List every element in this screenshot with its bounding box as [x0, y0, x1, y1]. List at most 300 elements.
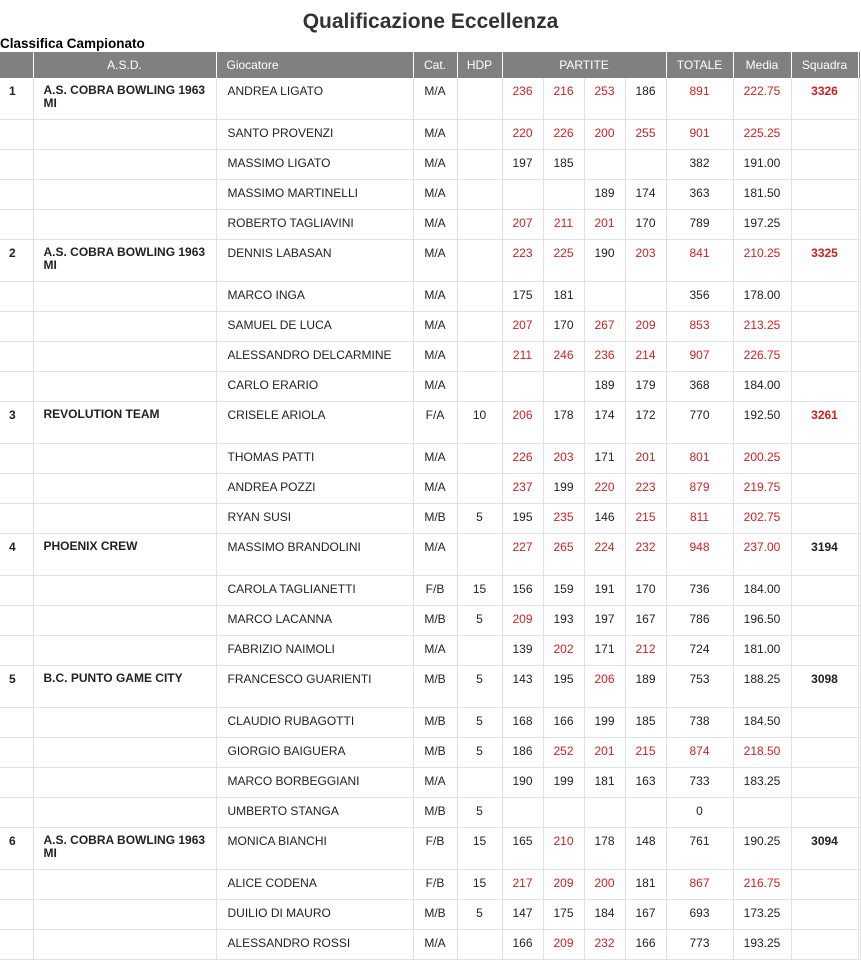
player-name-cell: MONICA BIANCHI	[216, 828, 413, 870]
table-row	[0, 900, 860, 930]
team-name-cell	[33, 474, 216, 504]
game-score-cell: 206	[584, 666, 625, 708]
player-name-cell: GIORGIO BAIGUERA	[216, 738, 413, 768]
game-score-cell: 203	[543, 444, 584, 474]
team-name-cell: PHOENIX CREW	[33, 534, 216, 576]
rank-cell	[0, 606, 33, 636]
table-row	[0, 240, 860, 282]
team-total-cell	[791, 900, 858, 930]
game-score-cell: 207	[502, 312, 543, 342]
team-name-cell	[33, 768, 216, 798]
player-name-cell: DENNIS LABASAN	[216, 240, 413, 282]
table-row	[0, 444, 860, 474]
total-cell: 761	[666, 828, 733, 870]
game-score-cell: 206	[502, 402, 543, 444]
average-cell: 181.50	[733, 180, 791, 210]
player-name-cell: MARCO LACANNA	[216, 606, 413, 636]
table-row	[0, 768, 860, 798]
category-cell: M/A	[413, 120, 457, 150]
standings-table	[0, 52, 861, 960]
table-row	[0, 120, 860, 150]
row-spacer-cell	[858, 828, 860, 870]
game-score-cell: 237	[502, 474, 543, 504]
average-cell: 225.25	[733, 120, 791, 150]
game-score-cell: 148	[625, 828, 666, 870]
table-row	[0, 738, 860, 768]
team-name-cell	[33, 636, 216, 666]
table-row	[0, 504, 860, 534]
category-cell: M/A	[413, 342, 457, 372]
game-score-cell: 159	[543, 576, 584, 606]
team-name-cell	[33, 312, 216, 342]
table-row	[0, 150, 860, 180]
game-score-cell	[625, 798, 666, 828]
team-name-cell	[33, 180, 216, 210]
category-cell: F/B	[413, 828, 457, 870]
player-name-cell: ALICE CODENA	[216, 870, 413, 900]
game-score-cell: 210	[543, 828, 584, 870]
category-cell: F/B	[413, 870, 457, 900]
rank-cell	[0, 210, 33, 240]
category-cell: M/A	[413, 210, 457, 240]
game-score-cell: 179	[625, 372, 666, 402]
row-spacer-cell	[858, 120, 860, 150]
rank-cell	[0, 870, 33, 900]
player-name-cell: SAMUEL DE LUCA	[216, 312, 413, 342]
hdp-cell: 5	[457, 798, 502, 828]
rank-cell	[0, 738, 33, 768]
total-cell: 693	[666, 900, 733, 930]
category-cell: M/A	[413, 474, 457, 504]
row-spacer-cell	[858, 372, 860, 402]
game-score-cell: 209	[625, 312, 666, 342]
rank-cell	[0, 312, 33, 342]
game-score-cell: 203	[625, 240, 666, 282]
player-name-cell: THOMAS PATTI	[216, 444, 413, 474]
row-spacer-cell	[858, 930, 860, 960]
total-cell: 891	[666, 78, 733, 120]
rank-cell	[0, 930, 33, 960]
table-row	[0, 210, 860, 240]
total-cell: 801	[666, 444, 733, 474]
game-score-cell: 197	[584, 606, 625, 636]
team-total-cell: 3325	[791, 240, 858, 282]
total-cell: 773	[666, 930, 733, 960]
hdp-cell	[457, 768, 502, 798]
game-score-cell: 214	[625, 342, 666, 372]
game-score-cell: 185	[625, 708, 666, 738]
game-score-cell: 174	[625, 180, 666, 210]
game-score-cell: 166	[543, 708, 584, 738]
game-score-cell: 166	[502, 930, 543, 960]
game-score-cell: 223	[625, 474, 666, 504]
hdp-cell: 5	[457, 666, 502, 708]
game-score-cell: 199	[584, 708, 625, 738]
table-row	[0, 798, 860, 828]
average-cell: 219.75	[733, 474, 791, 504]
hdp-cell	[457, 534, 502, 576]
game-score-cell: 211	[502, 342, 543, 372]
total-cell: 738	[666, 708, 733, 738]
game-score-cell: 174	[584, 402, 625, 444]
category-cell: M/B	[413, 666, 457, 708]
row-spacer-cell	[858, 210, 860, 240]
rank-cell: 6	[0, 828, 33, 870]
average-cell: 191.00	[733, 150, 791, 180]
game-score-cell: 175	[543, 900, 584, 930]
game-score-cell: 217	[502, 870, 543, 900]
team-total-cell: 3326	[791, 78, 858, 120]
player-name-cell: MASSIMO MARTINELLI	[216, 180, 413, 210]
total-cell: 901	[666, 120, 733, 150]
table-row	[0, 312, 860, 342]
rank-cell	[0, 342, 33, 372]
game-score-cell: 170	[625, 210, 666, 240]
game-score-cell: 201	[584, 210, 625, 240]
average-cell: 226.75	[733, 342, 791, 372]
rank-cell: 2	[0, 240, 33, 282]
average-cell: 197.25	[733, 210, 791, 240]
rank-cell	[0, 636, 33, 666]
team-name-cell	[33, 342, 216, 372]
total-cell: 867	[666, 870, 733, 900]
hdp-cell: 5	[457, 738, 502, 768]
game-score-cell: 224	[584, 534, 625, 576]
game-score-cell: 199	[543, 768, 584, 798]
game-score-cell	[625, 150, 666, 180]
player-name-cell: MARCO BORBEGGIANI	[216, 768, 413, 798]
category-cell: F/A	[413, 402, 457, 444]
table-row	[0, 342, 860, 372]
hdp-cell: 5	[457, 606, 502, 636]
table-row	[0, 180, 860, 210]
game-score-cell: 171	[584, 636, 625, 666]
hdp-cell	[457, 474, 502, 504]
average-cell: 184.50	[733, 708, 791, 738]
team-name-cell: REVOLUTION TEAM	[33, 402, 216, 444]
total-cell: 948	[666, 534, 733, 576]
row-spacer-cell	[858, 738, 860, 768]
game-score-cell: 146	[584, 504, 625, 534]
average-cell	[733, 798, 791, 828]
game-score-cell: 235	[543, 504, 584, 534]
player-name-cell: ANDREA LIGATO	[216, 78, 413, 120]
table-row	[0, 708, 860, 738]
average-cell: 193.25	[733, 930, 791, 960]
table-row	[0, 636, 860, 666]
game-score-cell: 226	[543, 120, 584, 150]
team-name-cell: A.S. COBRA BOWLING 1963 MI	[33, 78, 216, 120]
rank-cell	[0, 768, 33, 798]
player-name-cell: ALESSANDRO DELCARMINE	[216, 342, 413, 372]
header-row	[0, 52, 860, 78]
game-score-cell: 223	[502, 240, 543, 282]
average-cell: 184.00	[733, 372, 791, 402]
row-spacer-cell	[858, 534, 860, 576]
rank-cell: 5	[0, 666, 33, 708]
team-name-cell	[33, 120, 216, 150]
game-score-cell: 166	[625, 930, 666, 960]
average-cell: 196.50	[733, 606, 791, 636]
average-cell: 202.75	[733, 504, 791, 534]
row-spacer-cell	[858, 150, 860, 180]
row-spacer-cell	[858, 708, 860, 738]
average-cell: 213.25	[733, 312, 791, 342]
row-spacer-cell	[858, 312, 860, 342]
category-cell: M/A	[413, 930, 457, 960]
hdp-cell	[457, 210, 502, 240]
average-cell: 237.00	[733, 534, 791, 576]
game-score-cell: 252	[543, 738, 584, 768]
hdp-cell: 5	[457, 900, 502, 930]
hdp-cell	[457, 636, 502, 666]
team-total-cell	[791, 708, 858, 738]
table-row	[0, 870, 860, 900]
game-score-cell: 211	[543, 210, 584, 240]
player-name-cell: ALESSANDRO ROSSI	[216, 930, 413, 960]
total-cell: 733	[666, 768, 733, 798]
category-cell: M/A	[413, 282, 457, 312]
row-spacer-cell	[858, 180, 860, 210]
total-cell: 753	[666, 666, 733, 708]
game-score-cell: 143	[502, 666, 543, 708]
game-score-cell: 172	[625, 402, 666, 444]
game-score-cell: 189	[584, 372, 625, 402]
category-cell: M/A	[413, 78, 457, 120]
category-cell: M/B	[413, 798, 457, 828]
category-cell: M/A	[413, 636, 457, 666]
team-name-cell	[33, 900, 216, 930]
game-score-cell: 156	[502, 576, 543, 606]
rank-cell	[0, 576, 33, 606]
table-row	[0, 402, 860, 444]
team-total-cell	[791, 120, 858, 150]
table-body	[0, 78, 860, 960]
table-row	[0, 534, 860, 576]
team-total-cell	[791, 342, 858, 372]
game-score-cell: 170	[543, 312, 584, 342]
total-cell: 811	[666, 504, 733, 534]
team-total-cell: 3261	[791, 402, 858, 444]
game-score-cell: 181	[625, 870, 666, 900]
average-cell: 181.00	[733, 636, 791, 666]
game-score-cell: 209	[502, 606, 543, 636]
game-score-cell: 216	[543, 78, 584, 120]
header-hdp: HDP	[457, 52, 502, 78]
hdp-cell: 10	[457, 402, 502, 444]
row-spacer-cell	[858, 606, 860, 636]
game-score-cell: 170	[625, 576, 666, 606]
team-name-cell	[33, 504, 216, 534]
average-cell: 218.50	[733, 738, 791, 768]
game-score-cell: 195	[502, 504, 543, 534]
game-score-cell	[543, 372, 584, 402]
row-spacer-cell	[858, 636, 860, 666]
hdp-cell	[457, 150, 502, 180]
total-cell: 907	[666, 342, 733, 372]
game-score-cell: 236	[502, 78, 543, 120]
player-name-cell: CAROLA TAGLIANETTI	[216, 576, 413, 606]
average-cell: 192.50	[733, 402, 791, 444]
game-score-cell: 232	[625, 534, 666, 576]
row-spacer-cell	[858, 870, 860, 900]
team-name-cell	[33, 444, 216, 474]
game-score-cell: 267	[584, 312, 625, 342]
table-row	[0, 606, 860, 636]
game-score-cell: 186	[625, 78, 666, 120]
game-score-cell: 139	[502, 636, 543, 666]
header-spacer	[858, 52, 860, 78]
row-spacer-cell	[858, 798, 860, 828]
game-score-cell	[543, 180, 584, 210]
row-spacer-cell	[858, 576, 860, 606]
header-cat: Cat.	[413, 52, 457, 78]
hdp-cell	[457, 282, 502, 312]
rank-cell	[0, 798, 33, 828]
game-score-cell: 220	[502, 120, 543, 150]
game-score-cell: 191	[584, 576, 625, 606]
header-rank	[0, 52, 33, 78]
rank-cell	[0, 504, 33, 534]
row-spacer-cell	[858, 504, 860, 534]
total-cell: 879	[666, 474, 733, 504]
player-name-cell: MASSIMO LIGATO	[216, 150, 413, 180]
game-score-cell: 227	[502, 534, 543, 576]
average-cell: 184.00	[733, 576, 791, 606]
hdp-cell: 5	[457, 504, 502, 534]
average-cell: 216.75	[733, 870, 791, 900]
header-giocatore: Giocatore	[216, 52, 413, 78]
game-score-cell: 201	[584, 738, 625, 768]
average-cell: 173.25	[733, 900, 791, 930]
game-score-cell: 236	[584, 342, 625, 372]
game-score-cell: 265	[543, 534, 584, 576]
row-spacer-cell	[858, 342, 860, 372]
game-score-cell: 186	[502, 738, 543, 768]
team-total-cell	[791, 312, 858, 342]
team-total-cell	[791, 444, 858, 474]
game-score-cell: 215	[625, 504, 666, 534]
table-row	[0, 78, 860, 120]
hdp-cell	[457, 444, 502, 474]
player-name-cell: FRANCESCO GUARIENTI	[216, 666, 413, 708]
player-name-cell: ANDREA POZZI	[216, 474, 413, 504]
team-name-cell: B.C. PUNTO GAME CITY	[33, 666, 216, 708]
category-cell: M/B	[413, 900, 457, 930]
category-cell: M/B	[413, 504, 457, 534]
category-cell: M/A	[413, 372, 457, 402]
header-asd: A.S.D.	[33, 52, 216, 78]
team-total-cell: 3094	[791, 828, 858, 870]
hdp-cell	[457, 120, 502, 150]
page-title: Qualificazione Eccellenza	[302, 10, 559, 33]
game-score-cell: 175	[502, 282, 543, 312]
team-total-cell	[791, 210, 858, 240]
average-cell: 222.75	[733, 78, 791, 120]
game-score-cell: 209	[543, 870, 584, 900]
total-cell: 724	[666, 636, 733, 666]
average-cell: 183.25	[733, 768, 791, 798]
game-score-cell: 212	[625, 636, 666, 666]
game-score-cell: 171	[584, 444, 625, 474]
game-score-cell: 197	[502, 150, 543, 180]
team-name-cell	[33, 282, 216, 312]
team-name-cell	[33, 150, 216, 180]
table-row	[0, 666, 860, 708]
game-score-cell	[584, 798, 625, 828]
team-name-cell: A.S. COBRA BOWLING 1963 MI	[33, 240, 216, 282]
team-name-cell	[33, 738, 216, 768]
hdp-cell	[457, 78, 502, 120]
total-cell: 356	[666, 282, 733, 312]
game-score-cell: 209	[543, 930, 584, 960]
game-score-cell: 202	[543, 636, 584, 666]
team-name-cell	[33, 708, 216, 738]
team-total-cell	[791, 768, 858, 798]
game-score-cell: 190	[502, 768, 543, 798]
game-score-cell	[625, 282, 666, 312]
game-score-cell: 185	[543, 150, 584, 180]
header-media: Media	[733, 52, 791, 78]
game-score-cell: 190	[584, 240, 625, 282]
rank-cell	[0, 708, 33, 738]
hdp-cell	[457, 312, 502, 342]
row-spacer-cell	[858, 402, 860, 444]
team-total-cell	[791, 180, 858, 210]
game-score-cell: 163	[625, 768, 666, 798]
team-name-cell	[33, 606, 216, 636]
team-name-cell	[33, 576, 216, 606]
team-total-cell	[791, 576, 858, 606]
player-name-cell: DUILIO DI MAURO	[216, 900, 413, 930]
rank-cell: 1	[0, 78, 33, 120]
rank-cell: 4	[0, 534, 33, 576]
category-cell: M/A	[413, 312, 457, 342]
player-name-cell: MARCO INGA	[216, 282, 413, 312]
game-score-cell: 193	[543, 606, 584, 636]
hdp-cell: 5	[457, 708, 502, 738]
team-name-cell: A.S. COBRA BOWLING 1963 MI	[33, 828, 216, 870]
team-total-cell	[791, 372, 858, 402]
rank-cell	[0, 282, 33, 312]
player-name-cell: RYAN SUSI	[216, 504, 413, 534]
table-row	[0, 930, 860, 960]
hdp-cell: 15	[457, 576, 502, 606]
row-spacer-cell	[858, 768, 860, 798]
game-score-cell	[584, 282, 625, 312]
category-cell: M/B	[413, 606, 457, 636]
team-total-cell	[791, 870, 858, 900]
category-cell: M/B	[413, 708, 457, 738]
average-cell: 188.25	[733, 666, 791, 708]
team-total-cell	[791, 150, 858, 180]
hdp-cell: 15	[457, 870, 502, 900]
game-score-cell: 178	[543, 402, 584, 444]
game-score-cell: 168	[502, 708, 543, 738]
game-score-cell	[584, 150, 625, 180]
game-score-cell: 220	[584, 474, 625, 504]
row-spacer-cell	[858, 444, 860, 474]
average-cell: 210.25	[733, 240, 791, 282]
game-score-cell: 201	[625, 444, 666, 474]
header-squadra: Squadra	[791, 52, 858, 78]
rank-cell	[0, 900, 33, 930]
game-score-cell: 225	[543, 240, 584, 282]
total-cell: 841	[666, 240, 733, 282]
row-spacer-cell	[858, 666, 860, 708]
game-score-cell: 200	[584, 120, 625, 150]
player-name-cell: MASSIMO BRANDOLINI	[216, 534, 413, 576]
